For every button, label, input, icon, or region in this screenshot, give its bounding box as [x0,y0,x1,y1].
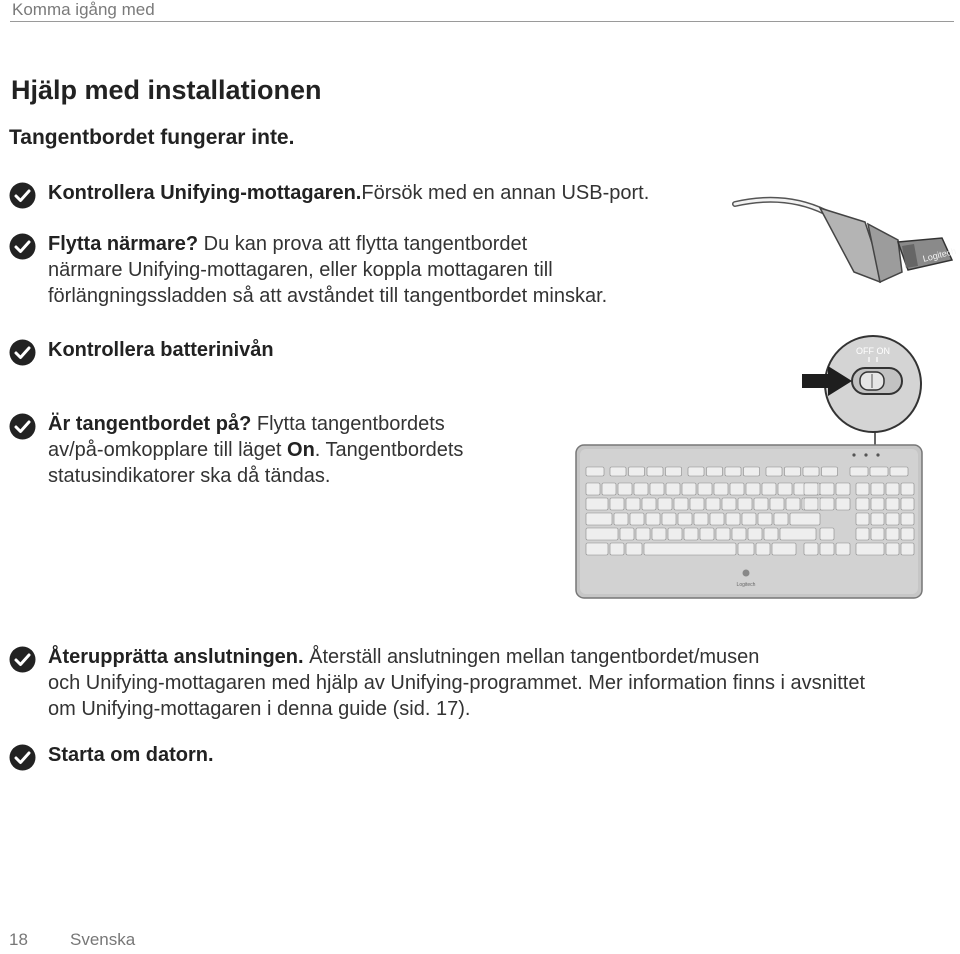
keyboard-key [886,513,899,525]
keyboard-key [742,513,756,525]
keyboard-key [626,543,642,555]
keyboard-key [820,543,834,555]
keyboard-key [804,543,818,555]
keyboard-key [586,543,608,555]
checkmark-icon [9,182,36,209]
keyboard-key [901,483,914,495]
keyboard-key [901,528,914,540]
keyboard-key [820,483,834,495]
item-description: av/på-omkopplare till läget [48,439,288,461]
keyboard-key [871,498,884,510]
page-number: 18 [9,930,28,949]
keyboard-illustration [574,443,924,600]
keyboard-key [901,513,914,525]
keyboard-key [694,513,708,525]
keyboard-key [748,528,762,540]
keyboard-key [744,467,760,476]
keyboard-key [730,483,744,495]
keyboard-key [738,543,754,555]
keyboard-key [901,498,914,510]
keyboard-key [634,483,648,495]
keyboard-key [754,498,768,510]
page-title: Hjälp med installationen [11,75,322,105]
keyboard-key [886,498,899,510]
keyboard-key [650,483,664,495]
keyboard-key [738,498,752,510]
keyboard-key [666,483,680,495]
item-description-line: Återställ anslutningen mellan tangentbordet/musen [303,646,760,668]
keyboard-key [856,528,869,540]
keyboard-key [756,543,770,555]
item-title: Kontrollera Unifying-mottagaren. [48,182,362,204]
keyboard-key [674,498,688,510]
keyboard-key [707,467,723,476]
keyboard-key [770,498,784,510]
checkmark-icon [9,233,36,260]
keyboard-key [804,498,818,510]
keyboard-key [610,467,626,476]
keyboard-key [698,483,712,495]
keyboard-key [856,513,869,525]
keyboard-key [586,528,618,540]
keyboard-key [646,513,660,525]
keyboard-key [716,528,730,540]
keyboard-key [732,528,746,540]
keyboard-key [856,483,869,495]
item-description-line: Du kan prova att flytta tangentbordet [198,233,528,255]
keyboard-key [652,528,666,540]
keyboard-key [620,528,634,540]
keyboard-key [684,528,698,540]
switch-state-on: On [287,439,315,461]
keyboard-key [700,528,714,540]
keyboard-key [850,467,868,476]
keyboard-key [586,483,600,495]
keyboard-key [636,528,650,540]
keyboard-key [774,513,788,525]
keyboard-key [586,498,608,510]
keyboard-key [871,483,884,495]
keyboard-key [886,543,899,555]
keyboard-key [836,543,850,555]
keyboard-key [836,498,850,510]
item-title: Starta om datorn. [48,744,214,766]
keyboard-key [746,483,760,495]
checkmark-icon [9,339,36,366]
receiver-brand-label: Logitech [921,245,958,264]
keyboard-key [820,528,834,540]
keyboard-key [725,467,741,476]
keyboard-key [647,467,663,476]
item-title: Kontrollera batterinivån [48,339,274,361]
item-description-line: och Unifying-mottagaren med hjälp av Unifying-programmet. Mer information finns i avsnittet [48,672,866,694]
keyboard-key [785,467,801,476]
keyboard-key [790,513,820,525]
keyboard-key [856,498,869,510]
header-section-label: Komma igång med [12,0,155,19]
keyboard-key [722,498,736,510]
keyboard-brand-label: Logitech [736,582,756,588]
item-title: Är tangentbordet på? [48,413,252,435]
item-description-line: statusindikatorer ska då tändas. [48,465,331,487]
keyboard-key [666,467,682,476]
keyboard-key [710,513,724,525]
keyboard-key [766,467,782,476]
keyboard-key [690,498,704,510]
keyboard-key [668,528,682,540]
header-divider [10,21,954,22]
switch-label: OFF ON [856,346,890,356]
keyboard-key [610,543,624,555]
keyboard-key [586,513,612,525]
keyboard-key [871,513,884,525]
keyboard-key [662,513,676,525]
keyboard-key [714,483,728,495]
keyboard-key [629,467,645,476]
item-title: Återupprätta anslutningen. [48,646,304,668]
keyboard-key [644,543,736,555]
keyboard-key [626,498,640,510]
keyboard-key [630,513,644,525]
keyboard-key [778,483,792,495]
keyboard-key [886,528,899,540]
keyboard-key [780,528,816,540]
item-description-line: förlängningssladden så att avståndet till tangentbordet minskar. [48,285,608,307]
item-description: Försök med en annan USB-port. [361,182,650,204]
item-description: Flytta tangentbordets [251,413,445,435]
item-description-line: närmare Unifying-mottagaren, eller koppla mottagaren till [48,259,553,281]
keyboard-key [758,513,772,525]
keyboard-key [901,543,914,555]
keyboard-key [726,513,740,525]
keyboard-key [762,483,776,495]
item-description: . Tangentbordets [314,439,464,461]
keyboard-key [804,483,818,495]
keyboard-key [602,483,616,495]
keyboard-key [820,498,834,510]
usb-receiver-illustration [730,190,958,290]
keyboard-key [822,467,838,476]
problem-heading: Tangentbordet fungerar inte. [9,126,295,149]
keyboard-key [871,528,884,540]
keyboard-key [706,498,720,510]
keyboard-key [610,498,624,510]
item-description-line: om Unifying-mottagaren i denna guide (sid. 17). [48,698,471,720]
keyboard-key [836,483,850,495]
keyboard-key [786,498,800,510]
keyboard-key [688,467,704,476]
keyboard-key [886,483,899,495]
checkmark-icon [9,646,36,673]
keyboard-key [678,513,692,525]
keyboard-key [658,498,672,510]
keyboard-key [803,467,819,476]
checkmark-icon [9,413,36,440]
keyboard-key [870,467,888,476]
keyboard-key [764,528,778,540]
keyboard-key [642,498,656,510]
item-title: Flytta närmare? [48,233,199,255]
keyboard-key [586,467,604,476]
keyboard-key [772,543,796,555]
keyboard-key [614,513,628,525]
keyboard-key [618,483,632,495]
keyboard-key [890,467,908,476]
footer-language: Svenska [70,930,136,949]
keyboard-key [682,483,696,495]
checkmark-icon [9,744,36,771]
keyboard-key [856,543,884,555]
power-switch-illustration [798,330,922,454]
